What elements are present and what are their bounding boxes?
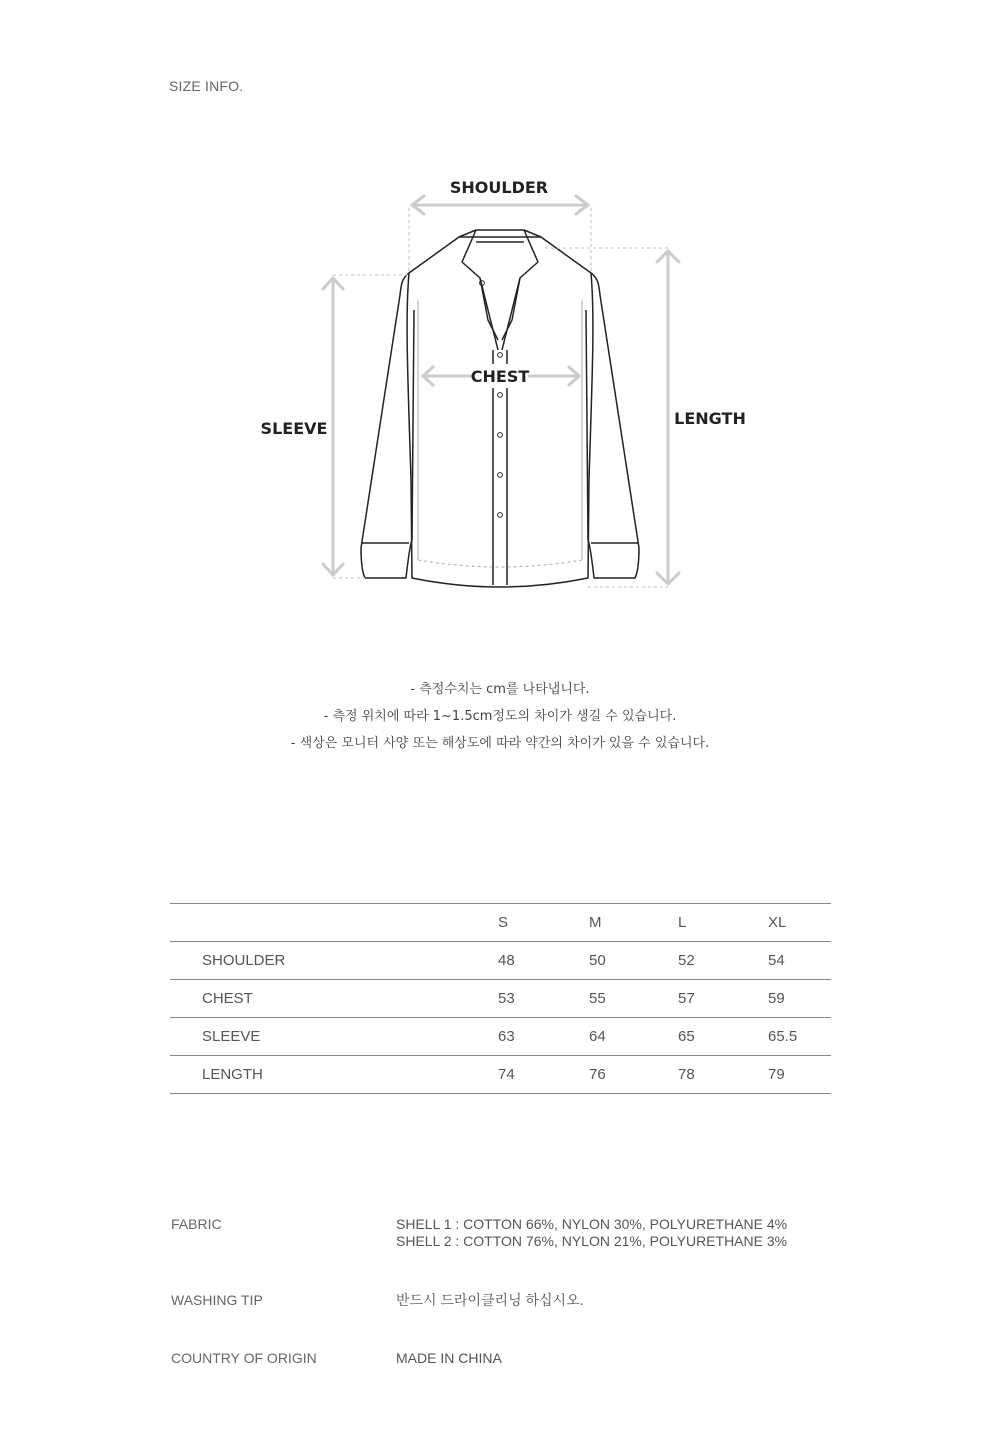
- section-title: SIZE INFO.: [169, 78, 244, 94]
- table-row: [170, 1018, 831, 1056]
- length-label: LENGTH: [674, 409, 746, 428]
- header-cell: [170, 904, 498, 942]
- header-cell: XL: [768, 904, 831, 942]
- table-cell: 52: [678, 942, 768, 980]
- sleeve-label: SLEEVE: [260, 419, 328, 438]
- note-line: - 측정 위치에 따라 1~1.5cm정도의 차이가 생길 수 있습니다.: [323, 709, 677, 724]
- row-label: SHOULDER: [170, 942, 498, 980]
- table-cell: 64: [589, 1018, 678, 1056]
- note-line: - 색상은 모니터 사양 또는 해상도에 따라 약간의 차이가 있을 수 있습니다.: [290, 736, 710, 751]
- note-line: - 측정수치는 cm를 나타냅니다.: [410, 682, 590, 697]
- shirt-measurement-diagram: [0, 150, 1000, 620]
- row-label: LENGTH: [170, 1056, 498, 1094]
- table-cell: 53: [498, 980, 589, 1018]
- fabric-line: SHELL 1 : COTTON 66%, NYLON 30%, POLYURETHANE 4%: [396, 1216, 788, 1232]
- table-cell: 65: [678, 1018, 768, 1056]
- table-row: [170, 942, 831, 980]
- shoulder-label: SHOULDER: [449, 178, 549, 197]
- size-table: [170, 903, 831, 1094]
- table-cell: 65.5: [768, 1018, 831, 1056]
- fabric-value: [396, 1216, 896, 1250]
- table-row: [170, 1056, 831, 1094]
- table-header-row: [170, 904, 831, 942]
- fabric-line: SHELL 2 : COTTON 76%, NYLON 21%, POLYURETHANE 3%: [396, 1233, 788, 1249]
- measurement-notes: [0, 680, 1000, 761]
- washing-tip-label: WASHING TIP: [171, 1292, 263, 1308]
- table-cell: 76: [589, 1056, 678, 1094]
- chest-label: CHEST: [470, 367, 530, 386]
- country-of-origin-label: COUNTRY OF ORIGIN: [171, 1350, 317, 1366]
- table-cell: 79: [768, 1056, 831, 1094]
- table-cell: 59: [768, 980, 831, 1018]
- table-cell: 50: [589, 942, 678, 980]
- table-cell: 57: [678, 980, 768, 1018]
- header-cell: L: [678, 904, 768, 942]
- header-cell: S: [498, 904, 589, 942]
- table-row: [170, 980, 831, 1018]
- shirt-illustration-icon: [361, 230, 639, 587]
- fabric-label: FABRIC: [171, 1216, 222, 1232]
- table-cell: 55: [589, 980, 678, 1018]
- header-cell: M: [589, 904, 678, 942]
- table-cell: 54: [768, 942, 831, 980]
- washing-tip-value: 반드시 드라이클리닝 하십시오.: [396, 1292, 584, 1308]
- table-cell: 78: [678, 1056, 768, 1094]
- table-cell: 74: [498, 1056, 589, 1094]
- row-label: CHEST: [170, 980, 498, 1018]
- row-label: SLEEVE: [170, 1018, 498, 1056]
- table-cell: 63: [498, 1018, 589, 1056]
- table-cell: 48: [498, 942, 589, 980]
- country-of-origin-value: MADE IN CHINA: [396, 1350, 502, 1366]
